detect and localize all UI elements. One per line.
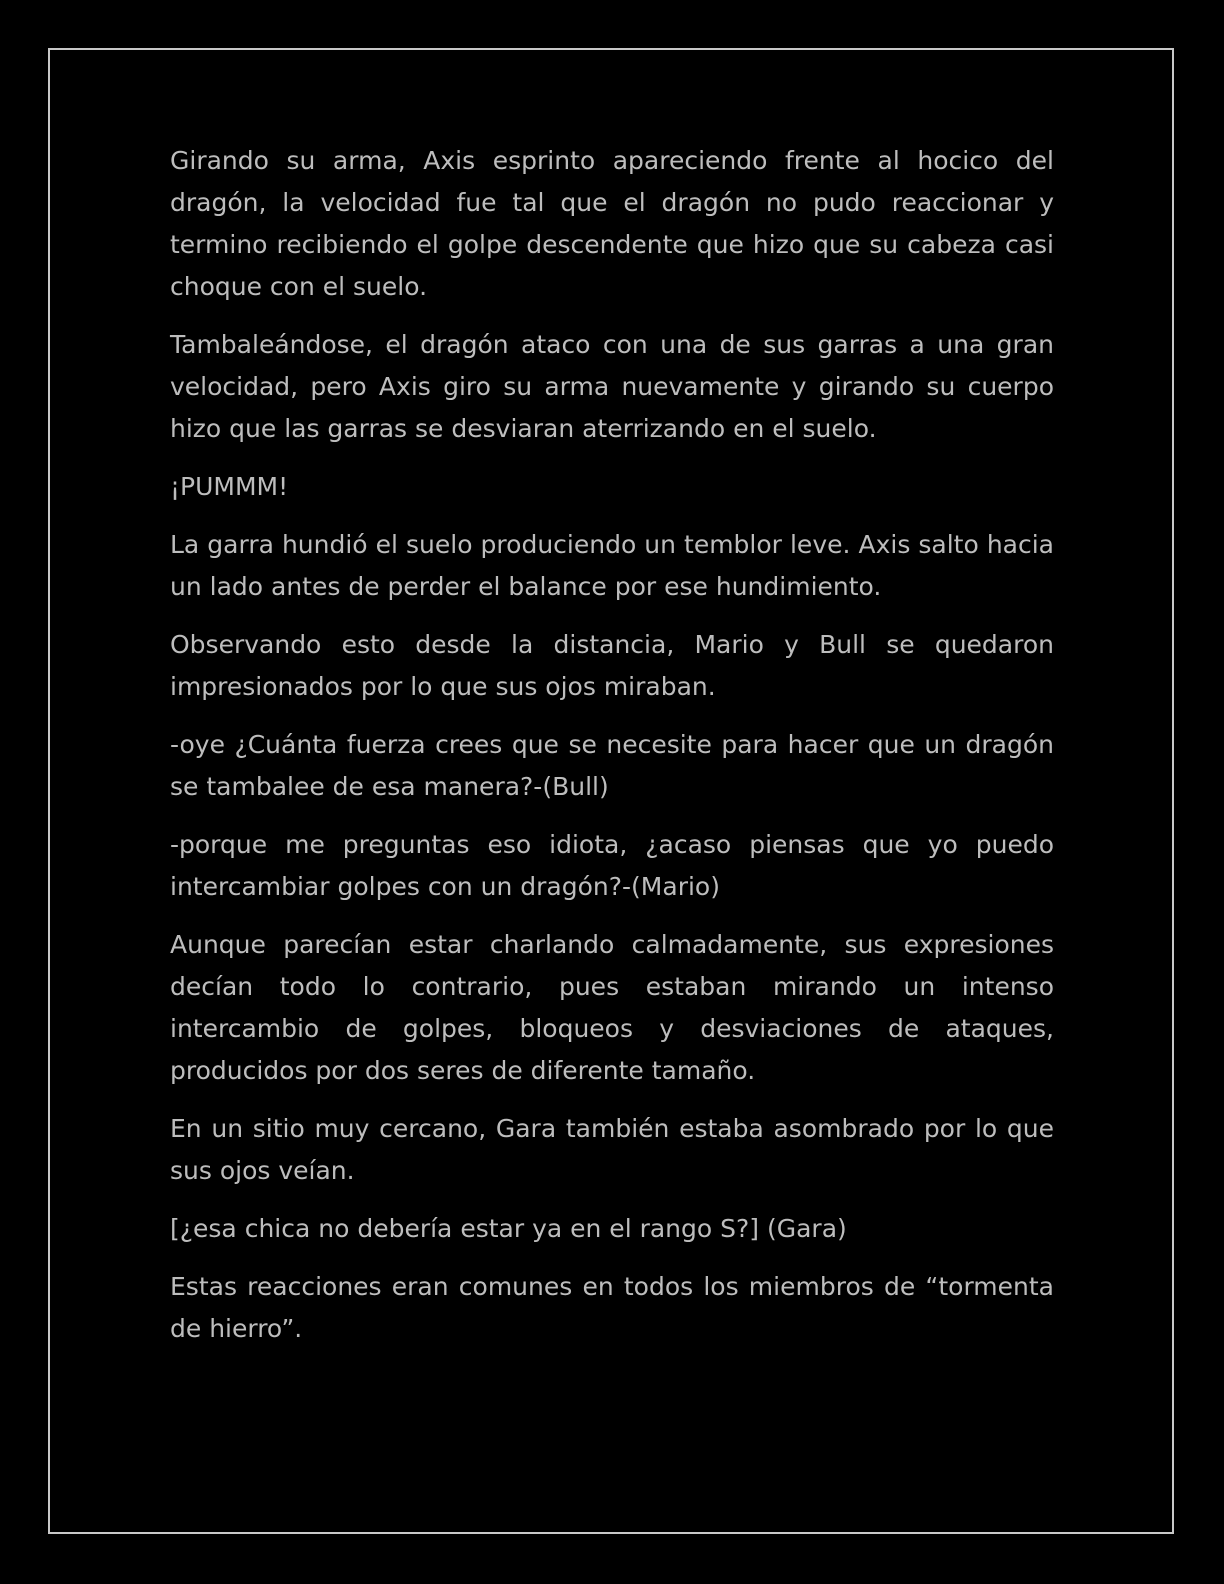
paragraph: Observando esto desde la distancia, Mario y Bull se quedaron impresionados por lo que sus ojos miraban. — [170, 630, 1054, 701]
paragraph: Tambaleándose, el dragón ataco con una de sus garras a una gran velocidad, pero Axis giro su arma nuevamente y girando su cuerpo hizo que las garras se desviaran aterrizando en el suelo. — [170, 330, 1054, 443]
paragraph: Estas reacciones eran comunes en todos los miembros de “tormenta de hierro”. — [170, 1272, 1054, 1343]
paragraph: En un sitio muy cercano, Gara también estaba asombrado por lo que sus ojos veían. — [170, 1114, 1054, 1185]
paragraph: [¿esa chica no debería estar ya en el rango S?] (Gara) — [170, 1214, 847, 1243]
paragraph: La garra hundió el suelo produciendo un temblor leve. Axis salto hacia un lado antes de perder el balance por ese hundimiento. — [170, 530, 1054, 601]
document-body — [170, 140, 1054, 1366]
paragraph: ¡PUMMM! — [170, 472, 289, 501]
paragraph: Aunque parecían estar charlando calmadamente, sus expresiones decían todo lo contrario, pues estaban mirando un intenso intercambio de golpes, bloqueos y desviaciones de ataques, producidos por dos seres de diferente tamaño. — [170, 930, 1054, 1085]
paragraph: Girando su arma, Axis esprinto apareciendo frente al hocico del dragón, la velocidad fue tal que el dragón no pudo reaccionar y termino recibiendo el golpe descendente que hizo que su cabeza casi choque con el suelo. — [170, 146, 1054, 301]
paragraph: -oye ¿Cuánta fuerza crees que se necesite para hacer que un dragón se tambalee de esa manera?-(Bull) — [170, 730, 1054, 801]
paragraph: -porque me preguntas eso idiota, ¿acaso piensas que yo puedo intercambiar golpes con un dragón?-(Mario) — [170, 830, 1054, 901]
